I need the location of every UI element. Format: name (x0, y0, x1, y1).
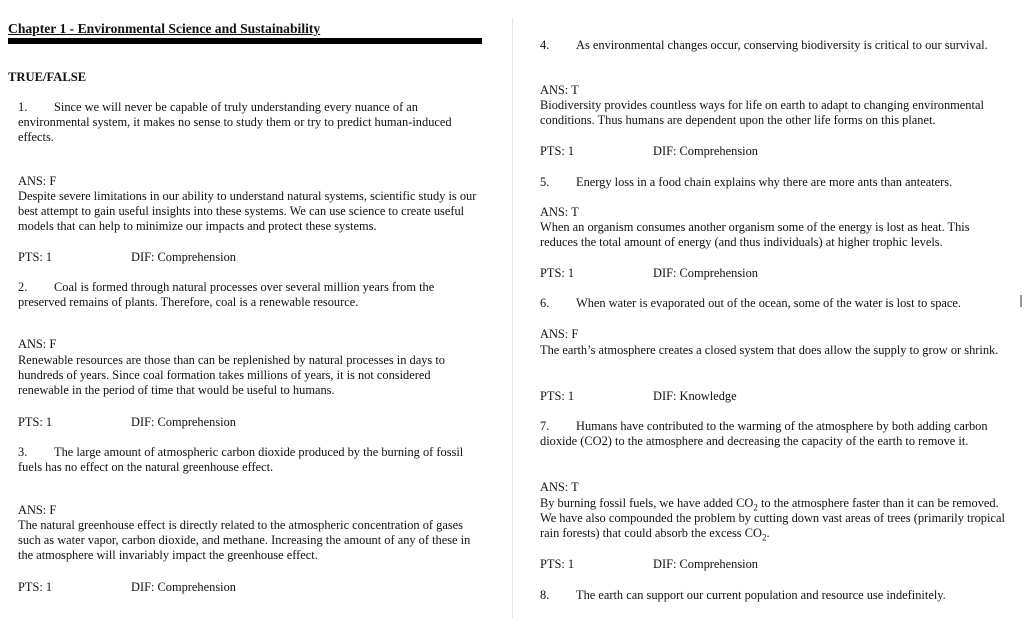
explanation-3: The natural greenhouse effect is directly related to the atmospheric concentration of gases such as water vapor, carbon dioxide, and methane. Increasing the amount of any of these in the atmosphere will invariably impact the greenhouse effect. (18, 518, 471, 562)
pts-label: PTS: 1 (540, 389, 575, 403)
answer-5: ANS: T (540, 205, 579, 219)
dif-label: DIF: Comprehension (653, 557, 758, 571)
pts-label: PTS: 1 (540, 144, 575, 158)
question-7 (540, 419, 1005, 449)
question-text: As environmental changes occur, conserving biodiversity is critical to our survival. (576, 38, 988, 52)
question-number: 2. (18, 280, 28, 294)
explanation-1: Despite severe limitations in our ability to understand natural systems, scientific study is our best attempt to gain useful insights into these systems. We can use science to create useful models that can help to minimize our impacts and protect these systems. (18, 189, 477, 233)
question-number: 6. (540, 296, 550, 310)
title-rule (8, 38, 482, 44)
chapter-title: Chapter 1 - Environmental Science and Sustainability (8, 21, 321, 36)
answer-3: ANS: F (18, 503, 57, 517)
explanation-4: Biodiversity provides countless ways for life on earth to adapt to changing environmental conditions. Thus humans are dependent upon the other life forms on this planet. (540, 98, 984, 127)
question-text: When water is evaporated out of the ocean, some of the water is lost to space. (576, 296, 962, 310)
meta-6 (540, 389, 1005, 404)
dif-label: DIF: Comprehension (131, 250, 236, 264)
meta-5 (540, 266, 1005, 281)
answer-6: ANS: F (540, 327, 579, 341)
question-text: Since we will never be capable of truly understanding every nuance of an environmental system, it makes no sense to study them or try to predict human-induced effects. (18, 100, 452, 144)
answer-1: ANS: F (18, 174, 57, 188)
question-1 (18, 100, 480, 145)
pts-label: PTS: 1 (18, 415, 53, 429)
dif-label: DIF: Knowledge (653, 389, 737, 403)
question-number: 4. (540, 38, 550, 52)
meta-7 (540, 557, 1005, 572)
left-column (8, 0, 486, 625)
pts-label: PTS: 1 (18, 250, 53, 264)
answer-2: ANS: F (18, 337, 57, 351)
question-number: 1. (18, 100, 28, 114)
answer-4: ANS: T (540, 83, 579, 97)
question-8 (540, 588, 1005, 603)
explanation-6: The earth’s atmosphere creates a closed system that does allow the supply to grow or shrink. (540, 343, 999, 357)
dif-label: DIF: Comprehension (653, 266, 758, 280)
question-text: Humans have contributed to the warming of the atmosphere by both adding carbon dioxide (CO2) to the atmosphere and decreasing the capacity of the earth to remove it. (540, 419, 988, 448)
pts-label: PTS: 1 (540, 557, 575, 571)
meta-3 (18, 580, 480, 595)
question-text: The earth can support our current population and resource use indefinitely. (576, 588, 946, 602)
pts-label: PTS: 1 (540, 266, 575, 280)
question-text: Energy loss in a food chain explains why there are more ants than anteaters. (576, 175, 953, 189)
dif-label: DIF: Comprehension (131, 415, 236, 429)
question-number: 5. (540, 175, 550, 189)
question-5 (540, 175, 1005, 190)
question-number: 7. (540, 419, 550, 433)
pts-label: PTS: 1 (18, 580, 53, 594)
question-number: 3. (18, 445, 28, 459)
question-6 (540, 296, 1005, 311)
meta-4 (540, 144, 1005, 159)
section-heading: TRUE/FALSE (8, 70, 87, 84)
explanation-7: By burning fossil fuels, we have added $CO_2$ to the atmosphere faster than it can be removed. We have also compounded the problem by cutting down vast areas of trees (primarily tropical rain forests) that could absorb the excess $CO_2$. (540, 496, 1005, 543)
column-divider (512, 18, 513, 618)
question-number: 8. (540, 588, 550, 602)
dif-label: DIF: Comprehension (653, 144, 758, 158)
question-3 (18, 445, 480, 475)
answer-7: ANS: T (540, 480, 579, 494)
question-text: The large amount of atmospheric carbon dioxide produced by the burning of fossil fuels has no effect on the natural greenhouse effect. (18, 445, 464, 474)
question-4 (540, 38, 1005, 53)
meta-1 (18, 250, 480, 265)
question-2 (18, 280, 480, 310)
explanation-5: When an organism consumes another organism some of the energy is lost as heat. This reduces the total amount of energy (and thus individuals) at higher trophic levels. (540, 220, 970, 249)
question-text: Coal is formed through natural processes over several million years from the preserved remains of plants. Therefore, coal is a renewable resource. (18, 280, 435, 309)
explanation-2: Renewable resources are those than can be replenished by natural processes in days to hundreds of years. Since coal formation takes millions of years, it is not considered renewable in the period of time that would be useful to humans. (18, 353, 445, 397)
scroll-edge-marker (1020, 295, 1022, 307)
right-column (540, 0, 1010, 625)
dif-label: DIF: Comprehension (131, 580, 236, 594)
meta-2 (18, 415, 480, 430)
